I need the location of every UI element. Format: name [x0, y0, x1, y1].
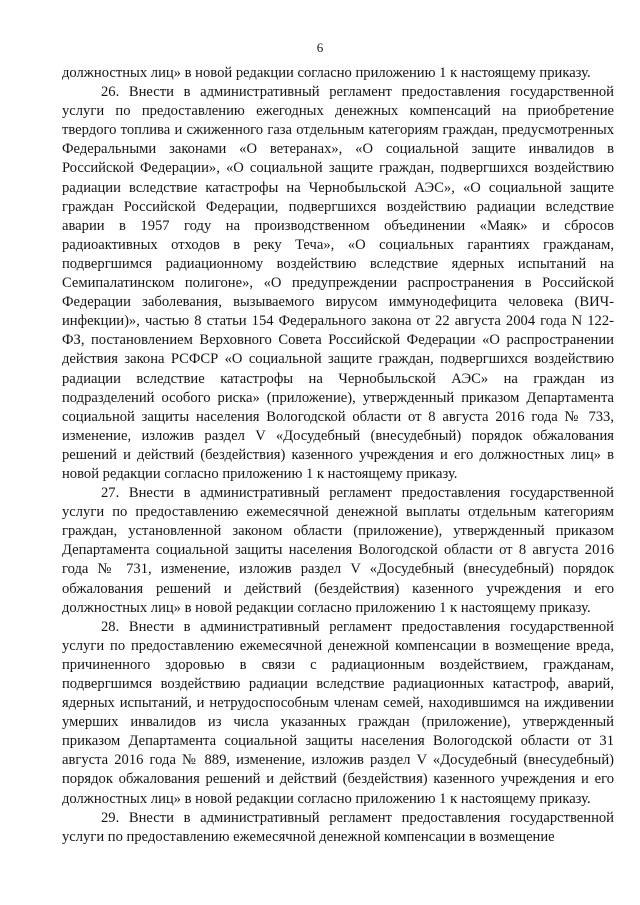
paragraph-item-27: 27. Внести в административный регламент предоставления государственной услуги по предоставлению ежемесячной денежной выплаты отдельным категориям граждан, установленной законом области (приложение), утвержденный приказом Департамента социальной защиты населения Вологодской области от 8 августа 2016 года № 731, изменение, изложив раздел V «Досудебный (внесудебный) порядок обжалования решений и действий (бездействия) казенного учреждения и его должностных лиц» в новой редакции согласно приложению 1 к настоящему приказу. [62, 485, 614, 616]
page-number: 6 [316, 40, 324, 55]
paragraph-item-28: 28. Внести в административный регламент предоставления государственной услуги по предоставлению ежемесячной денежной компенсации в возмещение вреда, причиненного здоровью в связи с радиационным воздействием, гражданам, подвергшимся воздействию радиации вследствие радиационных катастроф, аварий, ядерных испытаний, и нетрудоспособным членам семей, находившимся на иждивении умерших инвалидов из числа указанных граждан (приложение), утвержденный приказом Департамента социальной защиты населения Вологодской области от 31 августа 2016 года № 889, изменение, изложив раздел V «Досудебный (внесудебный) порядок обжалования решений и действий (бездействия) казенного учреждения и его должностных лиц» в новой редакции согласно приложению 1 к настоящему приказу. [62, 618, 614, 807]
paragraph-continuation: должностных лиц» в новой редакции согласно приложению 1 к настоящему приказу. [62, 65, 591, 81]
document-body [62, 64, 614, 847]
paragraph-item-26: 26. Внести в административный регламент предоставления государственной услуги по предоставлению ежегодных денежных компенсаций на приобретение твердого топлива и сжиженного газа отдельным категориям граждан, предусмотренных Федеральными законами «О ветеранах», «О социальной защите инвалидов в Российской Федерации», «О социальной защите граждан, подвергшихся воздействию радиации вследствие катастрофы на Чернобыльской АЭС», «О социальной защите граждан Российской Федерации, подвергшихся воздействию радиации вследствие аварии в 1957 году на производственном объединении «Маяк» и сбросов радиоактивных отходов в реку Теча», «О социальных гарантиях гражданам, подвергшимся радиационному воздействию вследствие ядерных испытаний на Семипалатинском полигоне», «О предупреждении распространения в Российской Федерации заболевания, вызываемого вирусом иммунодефицита человека (ВИЧ-инфекции)», частью 8 статьи 154 Федерального закона от 22 августа 2004 года N 122-ФЗ, постановлением Верховного Совета Российской Федерации «О распространении действия закона РСФСР «О социальной защите граждан, подвергшихся воздействию радиации вследствие катастрофы на Чернобыльской АЭС» на граждан из подразделений особого риска» (приложение), утвержденный приказом Департамента социальной защиты населения Вологодской области от 8 августа 2016 года № 733, изменение, изложив раздел V «Досудебный (внесудебный) порядок обжалования решений и действий (бездействия) казенного учреждения и его должностных лиц» в новой редакции согласно приложению 1 к настоящему приказу. [62, 84, 614, 482]
paragraph-item-29: 29. Внести в административный регламент предоставления государственной услуги по предоставлению ежемесячной денежной компенсации в возмещение [62, 809, 614, 845]
